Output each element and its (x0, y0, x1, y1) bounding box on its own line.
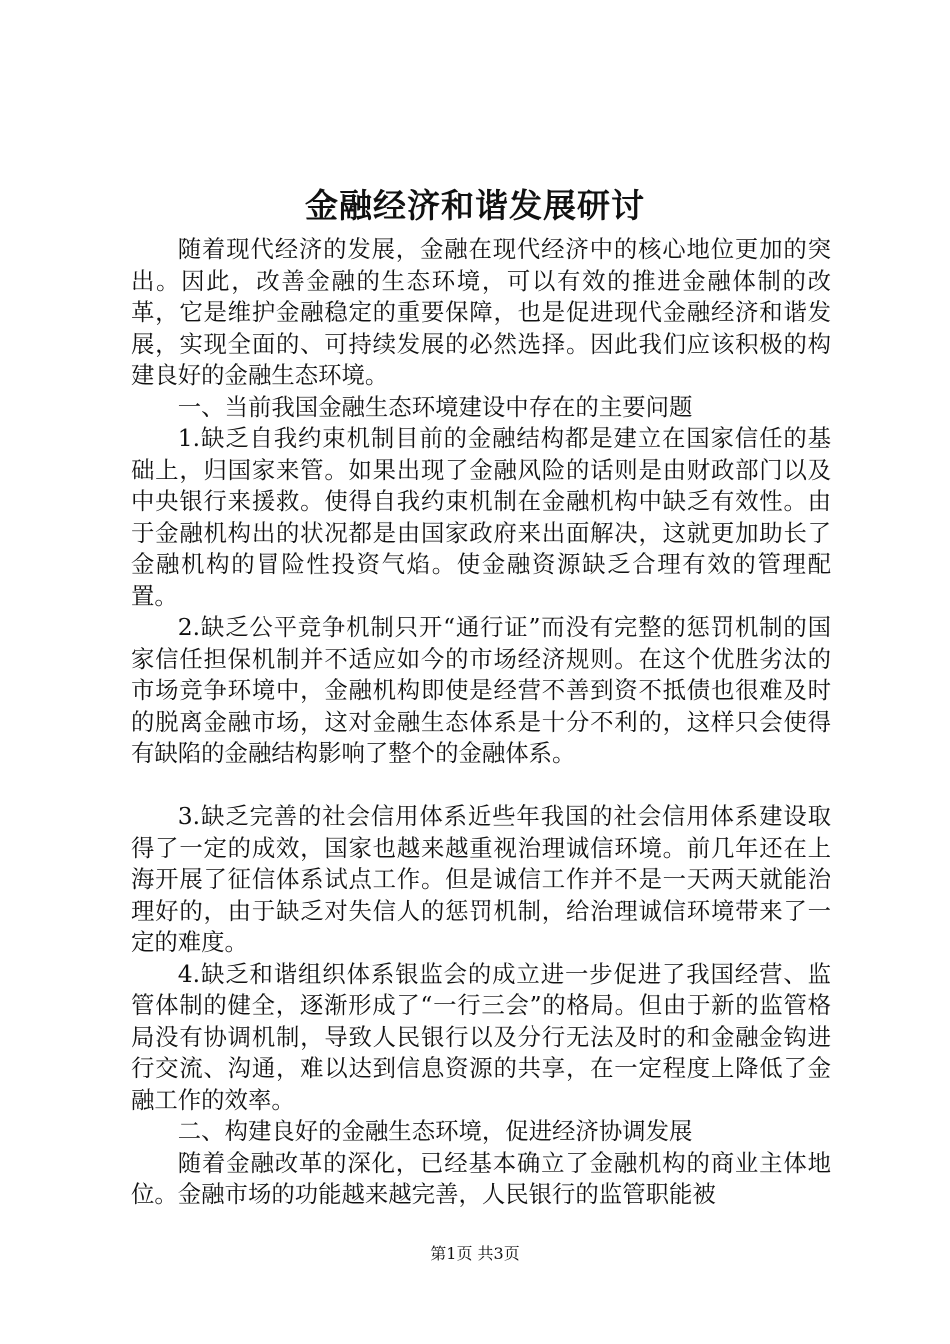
document-title: 金融经济和谐发展研讨 (305, 186, 645, 225)
paragraph-point-4: 4.缺乏和谐组织体系银监会的成立进一步促进了我国经营、监管体制的健全，逐渐形成了“一行三会”的格局。但由于新的监管格局没有协调机制，导致人民银行以及分行无法及时的和金融金钩进行交流、沟通，难以达到信息资源的共享，在一定程度上降低了金融工作的效率。 (131, 959, 831, 1114)
section-heading-2: 二、构建良好的金融生态环境，促进经济协调发展 (177, 1117, 693, 1145)
paragraph-section-2: 随着金融改革的深化，已经基本确立了金融机构的商业主体地位。金融市场的功能越来越完善，人民银行的监管职能被 (131, 1148, 831, 1208)
section-heading-1: 一、当前我国金融生态环境建设中存在的主要问题 (177, 392, 693, 421)
paragraph-point-2: 2.缺乏公平竞争机制只开“通行证”而没有完整的惩罚机制的国家信任担保机制并不适应如今的市场经济规则。在这个优胜劣汰的市场竞争环境中，金融机构即使是经营不善到资不抵债也很难及时的脱离金融市场，这对金融生态体系是十分不利的，这样只会使得有缺陷的金融结构影响了整个的金融体系。 (131, 613, 831, 767)
paragraph-intro: 随着现代经济的发展，金融在现代经济中的核心地位更加的突出。因此，改善金融的生态环境，可以有效的推进金融体制的改革，它是维护金融稳定的重要保障，也是促进现代金融经济和谐发展，实现全面的、可持续发展的必然选择。因此我们应该积极的构建良好的金融生态环境。 (131, 235, 831, 389)
paragraph-point-1: 1.缺乏自我约束机制目前的金融结构都是建立在国家信任的基础上，归国家来管。如果出现了金融风险的话则是由财政部门以及中央银行来援救。使得自我约束机制在金融机构中缺乏有效性。由于金融机构出的状况都是由国家政府来出面解决，这就更加助长了金融机构的冒险性投资气焰。使金融资源缺乏合理有效的管理配置。 (131, 424, 831, 610)
paragraph-point-3: 3.缺乏完善的社会信用体系近些年我国的社会信用体系建设取得了一定的成效，国家也越来越重视治理诚信环境。前几年还在上海开展了征信体系试点工作。但是诚信工作并不是一天两天就能治理好的，由于缺乏对失信人的惩罚机制，给治理诚信环境带来了一定的难度。 (131, 802, 831, 956)
page-footer: 第1页 共3页 (430, 1244, 520, 1263)
document-body (131, 234, 831, 1211)
